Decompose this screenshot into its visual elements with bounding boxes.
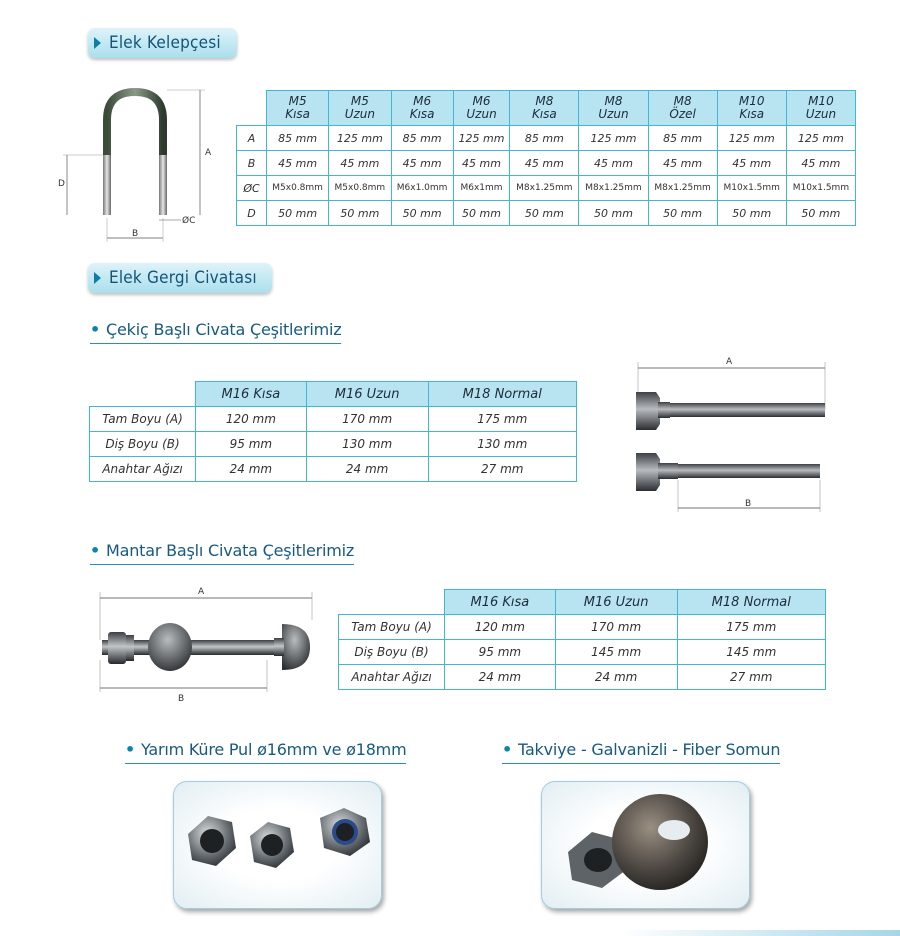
dim-label-a: A [198, 587, 205, 597]
table-cell: M10x1.5mm [717, 176, 786, 201]
somun-subtitle [502, 740, 780, 764]
table-row [237, 176, 856, 201]
dim-label-b: B [745, 499, 752, 509]
row-label: ØC [237, 176, 267, 201]
carriage-bolt-diagram [92, 580, 322, 710]
table-header-row [237, 91, 856, 126]
section-title: Elek Kelepçesi [109, 33, 221, 53]
hammer-bolt-diagram [630, 350, 830, 515]
table-cell: 45 mm [648, 151, 717, 176]
table-cell: 27 mm [428, 457, 577, 482]
subtitle-text: Takviye - Galvanizli - Fiber Somun [518, 740, 781, 759]
table-cell: 50 mm [648, 201, 717, 226]
column-variant: Kısa [531, 107, 557, 121]
table-cell: 125 mm [579, 126, 648, 151]
corner-cell [90, 382, 196, 407]
triangle-bullet-icon [94, 272, 101, 284]
column-header: M16 Uzun [306, 382, 428, 407]
decorative-footer-strip [620, 930, 900, 936]
table-cell: 145 mm [555, 640, 677, 665]
u-clamp-diagram [55, 80, 225, 250]
subtitle-text: Çekiç Başlı Civata Çeşitlerimiz [106, 320, 342, 339]
table-cell: 145 mm [677, 640, 826, 665]
cekic-spec-table [89, 381, 577, 482]
table-cell: 45 mm [786, 151, 855, 176]
column-header [786, 91, 855, 126]
table-cell: 85 mm [510, 126, 579, 151]
table-header-row [90, 382, 577, 407]
mantar-spec-table [338, 589, 826, 690]
table-cell: 27 mm [677, 665, 826, 690]
table-cell: M6x1mm [453, 176, 510, 201]
table-row [339, 665, 826, 690]
table-cell: 50 mm [579, 201, 648, 226]
table-row [90, 432, 577, 457]
table-cell: 45 mm [267, 151, 329, 176]
column-size: M5 [350, 94, 369, 108]
column-header: M16 Uzun [555, 590, 677, 615]
table-cell: 95 mm [445, 640, 556, 665]
row-label: Diş Boyu (B) [339, 640, 445, 665]
column-size: M6 [413, 94, 432, 108]
table-cell: 45 mm [453, 151, 510, 176]
corner-cell [237, 91, 267, 126]
column-variant: Uzun [344, 107, 376, 121]
row-label: Diş Boyu (B) [90, 432, 196, 457]
column-header [648, 91, 717, 126]
triangle-bullet-icon [94, 37, 101, 49]
table-cell: 45 mm [391, 151, 453, 176]
table-row [339, 640, 826, 665]
table-row [90, 457, 577, 482]
row-label: A [237, 126, 267, 151]
table-cell: 24 mm [306, 457, 428, 482]
table-cell: 45 mm [717, 151, 786, 176]
column-header [510, 91, 579, 126]
table-cell: 130 mm [306, 432, 428, 457]
subtitle-text: Yarım Küre Pul ø16mm ve ø18mm [141, 740, 407, 759]
table-cell: M6x1.0mm [391, 176, 453, 201]
ball-nut-illustration [542, 782, 749, 908]
column-size: M10 [738, 94, 765, 108]
table-cell: 120 mm [445, 615, 556, 640]
ball-nut-photo [541, 781, 750, 909]
table-cell: 50 mm [267, 201, 329, 226]
column-size: M6 [472, 94, 491, 108]
column-header [453, 91, 510, 126]
table-cell: 45 mm [329, 151, 391, 176]
table-cell: 130 mm [428, 432, 577, 457]
row-label: Anahtar Ağızı [90, 457, 196, 482]
table-cell: 175 mm [428, 407, 577, 432]
table-cell: 45 mm [510, 151, 579, 176]
table-cell: 85 mm [267, 126, 329, 151]
row-label: D [237, 201, 267, 226]
bullet-dot-icon: • [90, 541, 101, 560]
column-header: M18 Normal [428, 382, 577, 407]
table-cell: 24 mm [196, 457, 307, 482]
table-row [237, 151, 856, 176]
table-cell: 120 mm [196, 407, 307, 432]
table-cell: 24 mm [445, 665, 556, 690]
table-cell: M8x1.25mm [648, 176, 717, 201]
column-header [267, 91, 329, 126]
dim-label-a: A [205, 148, 212, 158]
dim-label-a: A [726, 357, 733, 367]
subtitle-text: Mantar Başlı Civata Çeşitlerimiz [106, 541, 355, 560]
nuts-illustration [174, 782, 381, 908]
dim-label-c: ØC [182, 216, 196, 226]
section-header-elek-kelepcesi [88, 28, 237, 58]
dim-label-b: B [132, 229, 139, 239]
section-title: Elek Gergi Civatası [109, 268, 257, 288]
row-label: Tam Boyu (A) [339, 615, 445, 640]
table-row [339, 615, 826, 640]
table-header-row [339, 590, 826, 615]
table-cell: 85 mm [648, 126, 717, 151]
bullet-dot-icon: • [90, 320, 101, 339]
table-cell: 45 mm [579, 151, 648, 176]
row-label: B [237, 151, 267, 176]
table-cell: 125 mm [786, 126, 855, 151]
column-size: M10 [808, 94, 834, 108]
table-cell: 170 mm [306, 407, 428, 432]
dim-label-d: D [58, 179, 65, 189]
column-size: M8 [673, 94, 692, 108]
column-variant: Kısa [739, 107, 765, 121]
table-cell: 95 mm [196, 432, 307, 457]
table-cell: 170 mm [555, 615, 677, 640]
column-variant: Uzun [466, 107, 497, 121]
cekic-subtitle [90, 320, 341, 344]
column-size: M8 [604, 94, 623, 108]
row-label: Anahtar Ağızı [339, 665, 445, 690]
table-cell: 50 mm [329, 201, 391, 226]
table-row [237, 126, 856, 151]
table-cell: M5x0.8mm [329, 176, 391, 201]
table-cell: 125 mm [329, 126, 391, 151]
column-variant: Özel [669, 107, 696, 121]
table-cell: M10x1.5mm [786, 176, 855, 201]
table-cell: M8x1.25mm [510, 176, 579, 201]
bullet-dot-icon: • [502, 740, 513, 759]
table-cell: 85 mm [391, 126, 453, 151]
column-header [717, 91, 786, 126]
section-header-elek-gergi-civatasi [88, 263, 272, 293]
column-variant: Kısa [409, 107, 435, 121]
column-variant: Kısa [285, 107, 311, 121]
nuts-photo [173, 781, 382, 909]
column-header: M16 Kısa [445, 590, 556, 615]
kelepce-spec-table [236, 90, 856, 226]
table-cell: 50 mm [717, 201, 786, 226]
column-size: M5 [288, 94, 307, 108]
bullet-dot-icon: • [125, 740, 136, 759]
table-row [237, 201, 856, 226]
column-header [391, 91, 453, 126]
table-cell: 50 mm [510, 201, 579, 226]
column-header: M16 Kısa [196, 382, 307, 407]
table-row [90, 407, 577, 432]
table-cell: 125 mm [717, 126, 786, 151]
table-cell: 50 mm [453, 201, 510, 226]
table-cell: 50 mm [391, 201, 453, 226]
mantar-subtitle [90, 541, 354, 565]
column-header [329, 91, 391, 126]
column-header: M18 Normal [677, 590, 826, 615]
table-cell: 24 mm [555, 665, 677, 690]
column-size: M8 [535, 94, 554, 108]
table-cell: 50 mm [786, 201, 855, 226]
table-cell: M8x1.25mm [579, 176, 648, 201]
column-variant: Uzun [805, 107, 837, 121]
corner-cell [339, 590, 445, 615]
table-cell: M5x0.8mm [267, 176, 329, 201]
row-label: Tam Boyu (A) [90, 407, 196, 432]
table-cell: 125 mm [453, 126, 510, 151]
column-variant: Uzun [598, 107, 629, 121]
dim-label-b: B [178, 694, 185, 704]
table-cell: 175 mm [677, 615, 826, 640]
pul-subtitle [125, 740, 406, 764]
column-header [579, 91, 648, 126]
